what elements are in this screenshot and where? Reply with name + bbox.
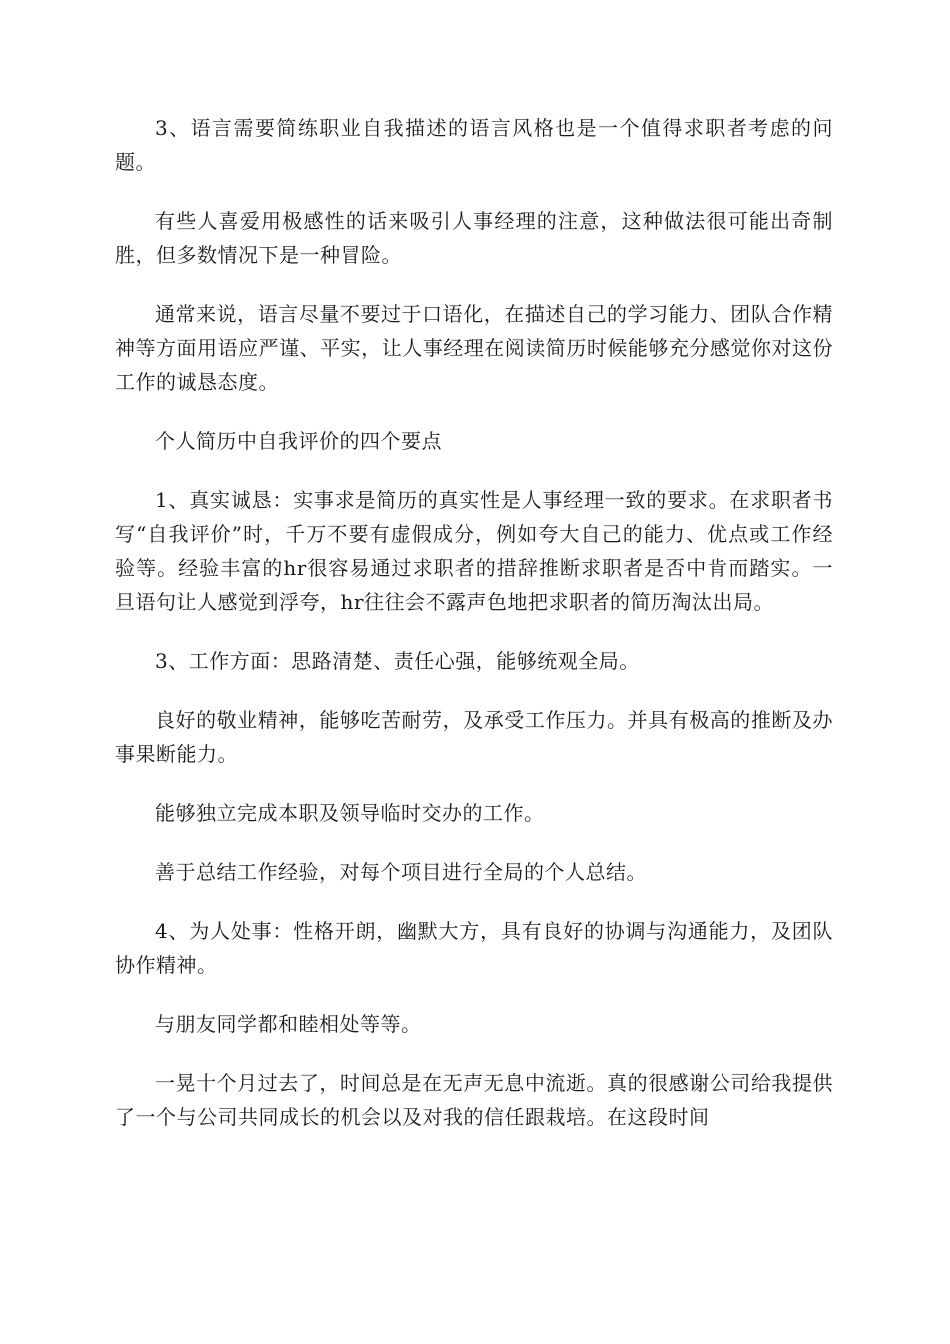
- paragraph-2: 有些人喜爱用极感性的话来吸引人事经理的注意，这种做法很可能出奇制胜，但多数情况下是一种冒险。: [115, 209, 833, 267]
- paragraph-6: 3、工作方面：思路清楚、责任心强，能够统观全局。: [155, 649, 640, 673]
- section-heading: 个人简历中自我评价的四个要点: [155, 429, 442, 453]
- paragraph-5: 1、真实诚恳：实事求是简历的真实性是人事经理一致的要求。在求职者书写“自我评价”时，千万不要有虚假成分，例如夸大自己的能力、优点或工作经验等。经验丰富的hr很容易通过求职者的措辞推断求职者是否中肯而踏实。一旦语句让人感觉到浮夸，hr往往会不露声色地把求职者的简历淘汰出局。: [115, 488, 833, 614]
- paragraph-3: 通常来说，语言尽量不要过于口语化，在描述自己的学习能力、团队合作精神等方面用语应严谨、平实，让人事经理在阅读简历时候能够充分感觉你对这份工作的诚恳态度。: [115, 302, 833, 394]
- paragraph-9: 善于总结工作经验，对每个项目进行全局的个人总结。: [155, 860, 647, 884]
- document-body: [115, 111, 833, 1159]
- paragraph-8: 能够独立完成本职及领导临时交办的工作。: [155, 801, 545, 825]
- paragraph-12: 一晃十个月过去了，时间总是在无声无息中流逝。真的很感谢公司给我提供了一个与公司共同成长的机会以及对我的信任跟栽培。在这段时间: [115, 1071, 833, 1129]
- paragraph-1: 3、语言需要简练职业自我描述的语言风格也是一个值得求职者考虑的问题。: [115, 116, 833, 174]
- paragraph-7: 良好的敬业精神，能够吃苦耐劳，及承受工作压力。并具有极高的推断及办事果断能力。: [115, 708, 833, 766]
- paragraph-10: 4、为人处事：性格开朗，幽默大方，具有良好的协调与沟通能力，及团队协作精神。: [115, 919, 833, 977]
- paragraph-11: 与朋友同学都和睦相处等等。: [155, 1012, 422, 1036]
